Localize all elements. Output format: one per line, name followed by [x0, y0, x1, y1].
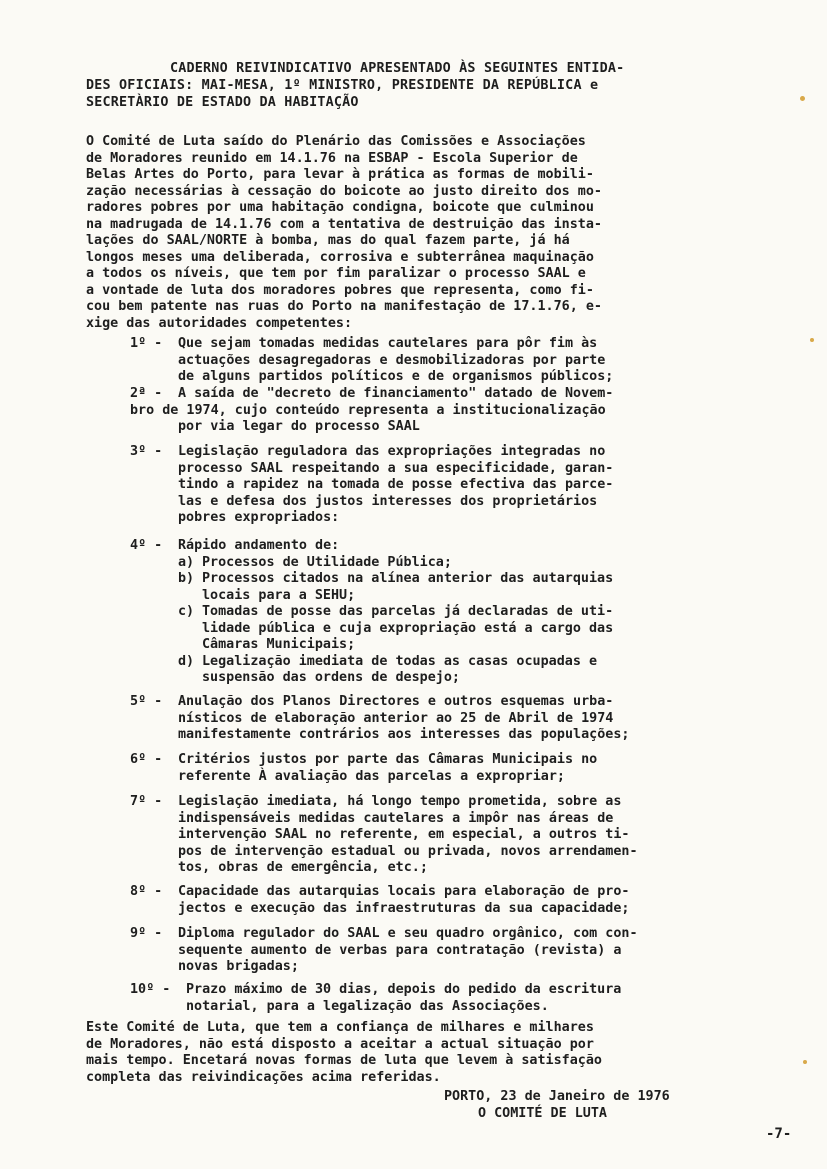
- text-line: longos meses uma deliberada, corrosiva e subterrânea maquinação: [86, 249, 594, 265]
- text-line: Processos citados na alínea anterior das autarquias: [202, 571, 614, 586]
- intro-paragraph: [86, 134, 754, 332]
- text-line: completa das reivindicações acima referidas.: [86, 1069, 441, 1085]
- text-line: Câmaras Municipais;: [202, 637, 356, 652]
- text-line: suspensão das ordens de despejo;: [202, 670, 460, 685]
- text-line: jectos e execução das infraestruturas da sua capacidade;: [178, 900, 630, 916]
- document-heading: [86, 60, 766, 111]
- text-line: bro de 1974, cujo conteúdo representa a institucionalização: [130, 402, 606, 418]
- item-number: 9º -: [130, 926, 163, 941]
- text-line: sequente aumento de verbas para contratação (revista) a: [178, 942, 622, 958]
- text-line: Legalização imediata de todas as casas ocupadas e: [202, 653, 598, 669]
- text-line: mais tempo. Encetará novas formas de luta que levem à satisfação: [86, 1053, 602, 1068]
- item-number: 2ª -: [130, 386, 163, 401]
- text-line: intervenção SAAL no referente, em especial, a outros ti-: [178, 827, 630, 842]
- text-line: O Comité de Luta saído do Plenário das Comissões e Associações: [86, 134, 586, 149]
- item-number: 5º -: [130, 694, 163, 709]
- text-line: manifestamente contrários aos interesses das populações;: [178, 727, 630, 742]
- text-line: nísticos de elaboração anterior ao 25 de Abril de 1974: [178, 710, 614, 726]
- text-line: Capacidade das autarquias locais para elaboração de pro-: [178, 884, 630, 899]
- text-line: Prazo máximo de 30 dias, depois do pedido da escritura: [186, 982, 622, 997]
- closing-paragraph: [86, 1020, 766, 1086]
- item-number: 10º -: [130, 982, 171, 997]
- page-number: -7-: [766, 1126, 792, 1142]
- sub-item-a: [178, 555, 778, 572]
- text-line: Este Comité de Luta, que tem a confiança de milhares e milhares: [86, 1020, 594, 1035]
- text-line: Anulação dos Planos Directores e outros esquemas urba-: [178, 694, 614, 709]
- paper-speck: [810, 338, 814, 342]
- text-line: de Moradores reunido em 14.1.76 na ESBAP - Escola Superior de: [86, 150, 578, 166]
- text-line: Rápido andamento de:: [178, 538, 340, 553]
- paper-speck: [800, 96, 805, 101]
- text-line: Que sejam tomadas medidas cautelares para pôr fim às: [178, 336, 598, 351]
- text-line: actuações desagregadoras e desmobilizadoras por parte: [178, 352, 606, 368]
- text-line: novas brigadas;: [178, 959, 299, 974]
- text-line: na madrugada de 14.1.76 com a tentativa de destruição das insta-: [86, 216, 602, 232]
- sub-item-c: [178, 604, 778, 621]
- text-line: A saída de "decreto de financiamento" datado de Novem-: [178, 386, 614, 401]
- text-line: de Moradores, não está disposto a aceitar a actual situação por: [86, 1036, 594, 1052]
- item-number: 6º -: [130, 752, 163, 767]
- item-number: 3º -: [130, 444, 163, 459]
- signature-block: [444, 1088, 670, 1122]
- sub-item-letter: a): [178, 554, 195, 570]
- text-line: pos de intervenção estadual ou privada, novos arrendamen-: [178, 843, 638, 859]
- text-line: tindo a rapidez na tomada de posse efectiva das parce-: [178, 477, 614, 492]
- text-line: locais para a SEHU;: [202, 587, 356, 603]
- text-line: Tomadas de posse das parcelas já declaradas de uti-: [202, 604, 614, 619]
- text-line: processo SAAL respeitando a sua especificidade, garan-: [178, 460, 614, 476]
- text-line: Critérios justos por parte das Câmaras Municipais no: [178, 752, 598, 767]
- text-line: indispensáveis medidas cautelares a impôr nas áreas de: [178, 810, 614, 826]
- text-line: lações do SAAL/NORTE à bomba, mas do qual fazem parte, já há: [86, 233, 570, 248]
- text-line: notarial, para a legalização das Associações.: [186, 998, 549, 1014]
- sub-item-letter: c): [178, 604, 195, 619]
- heading-line: CADERNO REIVINDICATIVO APRESENTADO ÀS SEGUINTES ENTIDA-: [170, 61, 625, 76]
- text-line: cou bem patente nas ruas do Porto na manifestação de 17.1.76, e-: [86, 299, 602, 314]
- text-line: tos, obras de emergência, etc.;: [178, 860, 428, 875]
- item-number: 7º -: [130, 794, 163, 809]
- text-line: Diploma regulador do SAAL e seu quadro orgânico, com con-: [178, 926, 638, 941]
- item-number: 4º -: [130, 538, 163, 553]
- paper-speck: [803, 1060, 807, 1064]
- text-line: referente À avaliação das parcelas a expropriar;: [178, 768, 565, 784]
- signatory: O COMITÉ DE LUTA: [478, 1106, 607, 1121]
- text-line: xige das autoridades competentes:: [86, 315, 353, 331]
- place-date: PORTO, 23 de Janeiro de 1976: [444, 1089, 670, 1104]
- sub-item-letter: d): [178, 653, 195, 669]
- text-line: lidade pública e cuja expropriação está a cargo das: [202, 620, 614, 636]
- text-line: por via legar do processo SAAL: [178, 419, 420, 434]
- sub-item-letter: b): [178, 571, 195, 586]
- sub-item-b: [178, 571, 778, 588]
- text-line: Belas Artes do Porto, para levar à prática as formas de mobili-: [86, 167, 594, 182]
- text-line: las e defesa dos justos interesses dos proprietários: [178, 493, 598, 509]
- text-line: Processos de Utilidade Pública;: [202, 554, 452, 570]
- text-line: zação necessárias à cessação do boicote ao justo direito dos mo-: [86, 183, 602, 199]
- text-line: a vontade de luta dos moradores pobres que representa, como fi-: [86, 282, 594, 298]
- text-line: pobres expropriados:: [178, 510, 340, 525]
- text-line: a todos os níveis, que tem por fim paralizar o processo SAAL e: [86, 266, 586, 281]
- text-line: de alguns partidos políticos e de organismos públicos;: [178, 369, 614, 384]
- item-number: 8º -: [130, 884, 163, 899]
- heading-line: SECRETÀRIO DE ESTADO DA HABITAÇÃO: [86, 95, 359, 110]
- text-line: radores pobres por uma habitação condigna, boicote que culminou: [86, 200, 594, 215]
- text-line: Legislação imediata, há longo tempo prometida, sobre as: [178, 794, 622, 809]
- item-number: 1º -: [130, 336, 163, 351]
- heading-line: DES OFICIAIS: MAI-MESA, 1º MINISTRO, PRESIDENTE DA REPÚBLICA e: [86, 78, 599, 93]
- sub-item-d: [178, 654, 778, 671]
- text-line: Legislação reguladora das expropriações integradas no: [178, 444, 606, 459]
